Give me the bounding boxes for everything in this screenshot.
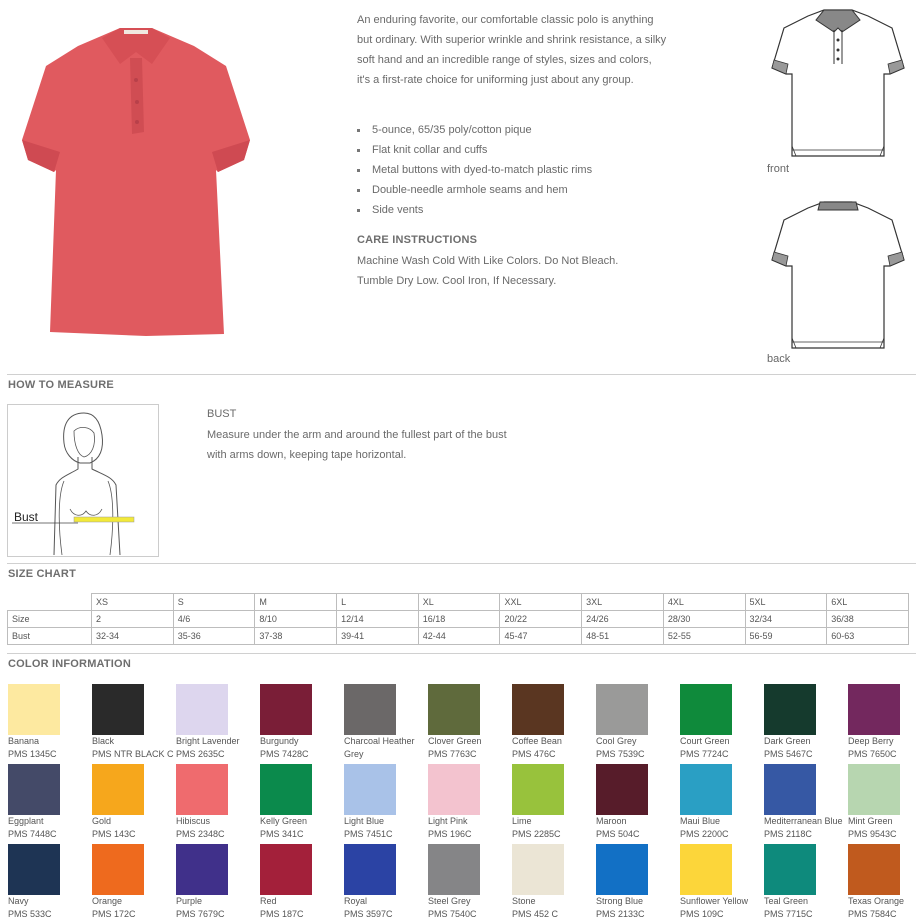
size-header-cell: 3XL xyxy=(582,594,664,611)
color-pms-code: PMS 9543C xyxy=(848,829,897,839)
color-swatch-item[interactable] xyxy=(92,844,176,921)
color-swatch-item[interactable] xyxy=(848,684,924,761)
color-swatch[interactable] xyxy=(596,684,648,735)
product-photo-polo xyxy=(20,22,252,338)
table-cell: 52-55 xyxy=(663,628,745,645)
color-name: Dark Green xyxy=(764,736,811,746)
sketch-front-outline xyxy=(772,10,904,156)
color-swatch-item[interactable] xyxy=(260,684,344,761)
measure-figure xyxy=(8,405,158,556)
color-name: Strong Blue xyxy=(596,896,644,906)
color-swatch-item[interactable] xyxy=(344,764,428,841)
color-name: Purple xyxy=(176,896,203,906)
table-cell: 45-47 xyxy=(500,628,582,645)
row-label-size: Size xyxy=(8,611,92,628)
color-pms-code: PMS NTR BLACK C xyxy=(92,749,174,759)
color-pms-code: PMS 7451C xyxy=(344,829,393,839)
table-cell: 12/14 xyxy=(337,611,419,628)
size-header-row xyxy=(8,594,909,611)
color-swatch[interactable] xyxy=(764,844,816,895)
how-to-measure-heading: HOW TO MEASURE xyxy=(8,379,114,391)
color-swatch-item[interactable] xyxy=(260,844,344,921)
color-pms-code: PMS 2348C xyxy=(176,829,225,839)
section-divider xyxy=(7,374,916,375)
color-pms-code: PMS 187C xyxy=(260,909,304,919)
color-name: Red xyxy=(260,896,277,906)
color-swatch[interactable] xyxy=(344,764,396,815)
sketch-back-collar xyxy=(818,202,858,210)
color-swatch-item[interactable] xyxy=(428,684,512,761)
color-swatch[interactable] xyxy=(92,764,144,815)
feature-list xyxy=(357,120,592,220)
table-cell: 4/6 xyxy=(173,611,255,628)
figure-arm-left xyxy=(59,481,64,555)
table-cell: 24/26 xyxy=(582,611,664,628)
section-divider xyxy=(7,653,916,654)
color-swatch[interactable] xyxy=(8,684,60,735)
size-header-cell: 4XL xyxy=(663,594,745,611)
color-pms-code: PMS 143C xyxy=(92,829,136,839)
color-pms-code: PMS 7428C xyxy=(260,749,309,759)
color-pms-code: PMS 7715C xyxy=(764,909,813,919)
color-swatch-item[interactable] xyxy=(596,684,680,761)
color-name: Teal Green xyxy=(764,896,809,906)
row-label-bust: Bust xyxy=(8,628,92,645)
size-header-cell: 5XL xyxy=(745,594,827,611)
polo-label xyxy=(124,30,148,34)
care-instructions-heading: CARE INSTRUCTIONS xyxy=(357,234,478,246)
bust-instructions: Measure under the arm and around the fullest part of the bust with arms down, keeping tape horizontal. xyxy=(207,429,507,461)
color-pms-code: PMS 452 C xyxy=(512,909,559,919)
color-pms-code: PMS 341C xyxy=(260,829,304,839)
size-chart-heading: SIZE CHART xyxy=(8,568,76,580)
color-pms-code: PMS 1345C xyxy=(8,749,57,759)
color-swatch-item[interactable] xyxy=(512,684,596,761)
color-swatch[interactable] xyxy=(428,684,480,735)
color-swatch-item[interactable] xyxy=(680,764,764,841)
color-swatch[interactable] xyxy=(428,764,480,815)
shirt-sketch-front xyxy=(768,6,908,161)
color-swatch[interactable] xyxy=(260,684,312,735)
color-swatch-item[interactable] xyxy=(764,684,848,761)
color-name: Mint Green xyxy=(848,816,893,826)
color-name: Sunflower Yellow xyxy=(680,896,749,906)
color-swatch[interactable] xyxy=(596,764,648,815)
color-swatch[interactable] xyxy=(344,684,396,735)
color-pms-code: PMS 7650C xyxy=(848,749,897,759)
color-name: Maui Blue xyxy=(680,816,721,826)
color-swatch-item[interactable] xyxy=(92,764,176,841)
color-name: Navy xyxy=(8,896,29,906)
color-swatch[interactable] xyxy=(8,764,60,815)
color-swatch-item[interactable] xyxy=(8,844,92,921)
table-cell: 56-59 xyxy=(745,628,827,645)
color-swatch-item[interactable] xyxy=(848,764,924,841)
sketch-back-outline xyxy=(772,202,904,348)
table-cell: 16/18 xyxy=(418,611,500,628)
color-swatch[interactable] xyxy=(176,764,228,815)
color-swatch[interactable] xyxy=(428,844,480,895)
color-name: Light Pink xyxy=(428,816,468,826)
color-swatch[interactable] xyxy=(344,844,396,895)
color-swatch[interactable] xyxy=(848,764,900,815)
sketch-front-label: front xyxy=(767,163,790,175)
size-header-cell: 6XL xyxy=(827,594,909,611)
table-cell: 32-34 xyxy=(92,628,174,645)
feature-item: 5-ounce, 65/35 poly/cotton pique xyxy=(357,120,592,140)
polo-button xyxy=(134,78,138,82)
color-pms-code: PMS 2200C xyxy=(680,829,729,839)
polo-shirt-image xyxy=(22,28,250,336)
sketch-button xyxy=(837,49,840,52)
color-swatch-item[interactable] xyxy=(260,764,344,841)
color-swatch-item[interactable] xyxy=(680,684,764,761)
color-swatch-item[interactable] xyxy=(596,764,680,841)
color-name: Texas Orange xyxy=(848,896,905,906)
color-swatch[interactable] xyxy=(848,684,900,735)
color-pms-code: PMS 7448C xyxy=(8,829,57,839)
color-name: Black xyxy=(92,736,115,746)
color-swatch-item[interactable] xyxy=(428,844,512,921)
color-name: Kelly Green xyxy=(260,816,308,826)
polo-button xyxy=(135,120,139,124)
feature-item: Flat knit collar and cuffs xyxy=(357,140,592,160)
color-name: Clover Green xyxy=(428,736,482,746)
color-name: Steel Grey xyxy=(428,896,471,906)
feature-item: Side vents xyxy=(357,200,592,220)
color-swatch[interactable] xyxy=(512,764,564,815)
color-name: Charcoal Heather Grey xyxy=(344,736,415,759)
table-cell: 2 xyxy=(92,611,174,628)
color-name: Eggplant xyxy=(8,816,44,826)
polo-button xyxy=(135,100,139,104)
size-header-cell: S xyxy=(173,594,255,611)
color-pms-code: PMS 7584C xyxy=(848,909,897,919)
table-cell: 20/22 xyxy=(500,611,582,628)
figure-bust-curve xyxy=(70,509,102,515)
color-pms-code: PMS 2285C xyxy=(512,829,561,839)
color-pms-code: PMS 2635C xyxy=(176,749,225,759)
color-name: Light Blue xyxy=(344,816,385,826)
measure-figure-box xyxy=(7,404,159,557)
color-swatch-item[interactable] xyxy=(848,844,924,921)
color-swatch[interactable] xyxy=(848,844,900,895)
color-swatch[interactable] xyxy=(512,844,564,895)
color-name: Lime xyxy=(512,816,532,826)
color-swatch[interactable] xyxy=(260,764,312,815)
color-name: Deep Berry xyxy=(848,736,894,746)
color-swatch[interactable] xyxy=(8,844,60,895)
size-header-cell: L xyxy=(337,594,419,611)
sketch-button xyxy=(837,58,840,61)
table-cell: 28/30 xyxy=(663,611,745,628)
color-pms-code: PMS 172C xyxy=(92,909,136,919)
table-cell: 39-41 xyxy=(337,628,419,645)
table-cell: 42-44 xyxy=(418,628,500,645)
sketch-button xyxy=(837,39,840,42)
color-swatch[interactable] xyxy=(92,684,144,735)
color-pms-code: PMS 7540C xyxy=(428,909,477,919)
color-swatch[interactable] xyxy=(512,684,564,735)
color-pms-code: PMS 109C xyxy=(680,909,724,919)
color-name: Royal xyxy=(344,896,368,906)
color-pms-code: PMS 196C xyxy=(428,829,472,839)
size-header-cell: XL xyxy=(418,594,500,611)
sketch-back-label: back xyxy=(767,353,791,365)
color-swatch-item[interactable] xyxy=(344,684,428,761)
color-swatch[interactable] xyxy=(764,764,816,815)
color-pms-code: PMS 7679C xyxy=(176,909,225,919)
color-pms-code: PMS 3597C xyxy=(344,909,393,919)
color-swatch-item[interactable] xyxy=(92,684,176,761)
color-swatch[interactable] xyxy=(680,844,732,895)
color-swatch[interactable] xyxy=(92,844,144,895)
color-swatch-item[interactable] xyxy=(428,764,512,841)
color-name: Bright Lavender xyxy=(176,736,240,746)
table-cell: 8/10 xyxy=(255,611,337,628)
color-swatch-item[interactable] xyxy=(680,844,764,921)
color-swatch-item[interactable] xyxy=(176,684,260,761)
color-pms-code: PMS 7724C xyxy=(680,749,729,759)
color-name: Gold xyxy=(92,816,112,826)
shirt-sketch-back xyxy=(768,198,908,353)
color-swatch-item[interactable] xyxy=(764,764,848,841)
color-swatch-item[interactable] xyxy=(8,684,92,761)
color-swatch-item[interactable] xyxy=(512,844,596,921)
color-swatch[interactable] xyxy=(176,684,228,735)
size-chart-table xyxy=(7,593,909,645)
table-cell: 36/38 xyxy=(827,611,909,628)
bust-title: BUST xyxy=(207,408,237,420)
table-corner-cell xyxy=(8,594,92,611)
color-name: Coffee Bean xyxy=(512,736,562,746)
color-swatch[interactable] xyxy=(680,764,732,815)
color-swatch-item[interactable] xyxy=(512,764,596,841)
color-pms-code: PMS 476C xyxy=(512,749,556,759)
color-swatch-item[interactable] xyxy=(764,844,848,921)
size-header-cell: XS xyxy=(92,594,174,611)
size-header-cell: XXL xyxy=(500,594,582,611)
table-cell: 32/34 xyxy=(745,611,827,628)
color-name: Court Green xyxy=(680,736,730,746)
color-name: Stone xyxy=(512,896,536,906)
color-name: Maroon xyxy=(596,816,627,826)
bust-figure-label: Bust xyxy=(14,510,39,524)
table-cell: 37-38 xyxy=(255,628,337,645)
color-name: Burgundy xyxy=(260,736,299,746)
color-pms-code: PMS 2133C xyxy=(596,909,645,919)
size-header-cell: M xyxy=(255,594,337,611)
color-pms-code: PMS 7539C xyxy=(596,749,645,759)
color-swatch[interactable] xyxy=(596,844,648,895)
color-swatch-item[interactable] xyxy=(344,844,428,921)
color-swatch[interactable] xyxy=(260,844,312,895)
color-swatch-item[interactable] xyxy=(176,764,260,841)
color-swatch-item[interactable] xyxy=(8,764,92,841)
color-name: Cool Grey xyxy=(596,736,637,746)
table-cell: 48-51 xyxy=(582,628,664,645)
color-name: Banana xyxy=(8,736,40,746)
color-name: Mediterranean Blue xyxy=(764,816,843,826)
color-name: Hibiscus xyxy=(176,816,211,826)
color-pms-code: PMS 533C xyxy=(8,909,52,919)
color-pms-code: PMS 2118C xyxy=(764,829,812,839)
color-swatch-item[interactable] xyxy=(596,844,680,921)
color-pms-code: PMS 7763C xyxy=(428,749,477,759)
table-row xyxy=(8,628,909,645)
color-swatch-item[interactable] xyxy=(176,844,260,921)
table-cell: 35-36 xyxy=(173,628,255,645)
table-row xyxy=(8,611,909,628)
feature-item: Double-needle armhole seams and hem xyxy=(357,180,592,200)
color-swatch[interactable] xyxy=(764,684,816,735)
color-swatch[interactable] xyxy=(176,844,228,895)
table-cell: 60-63 xyxy=(827,628,909,645)
measuring-tape xyxy=(74,517,134,522)
product-description: An enduring favorite, our comfortable classic polo is anything but ordinary. With superior wrinkle and shrink resistance, a silky soft hand and an incredible range of styles, sizes and colors, it's a first-rate choice for uniforming just about any group. xyxy=(357,14,667,86)
color-information-heading: COLOR INFORMATION xyxy=(8,658,131,670)
color-pms-code: PMS 5467C xyxy=(764,749,813,759)
section-divider xyxy=(7,563,916,564)
color-name: Orange xyxy=(92,896,123,906)
care-instructions-text: Machine Wash Cold With Like Colors. Do Not Bleach. Tumble Dry Low. Cool Iron, If Necessary. xyxy=(357,255,619,287)
color-swatch[interactable] xyxy=(680,684,732,735)
feature-item: Metal buttons with dyed-to-match plastic rims xyxy=(357,160,592,180)
color-pms-code: PMS 504C xyxy=(596,829,640,839)
figure-neck-body xyxy=(54,457,120,555)
